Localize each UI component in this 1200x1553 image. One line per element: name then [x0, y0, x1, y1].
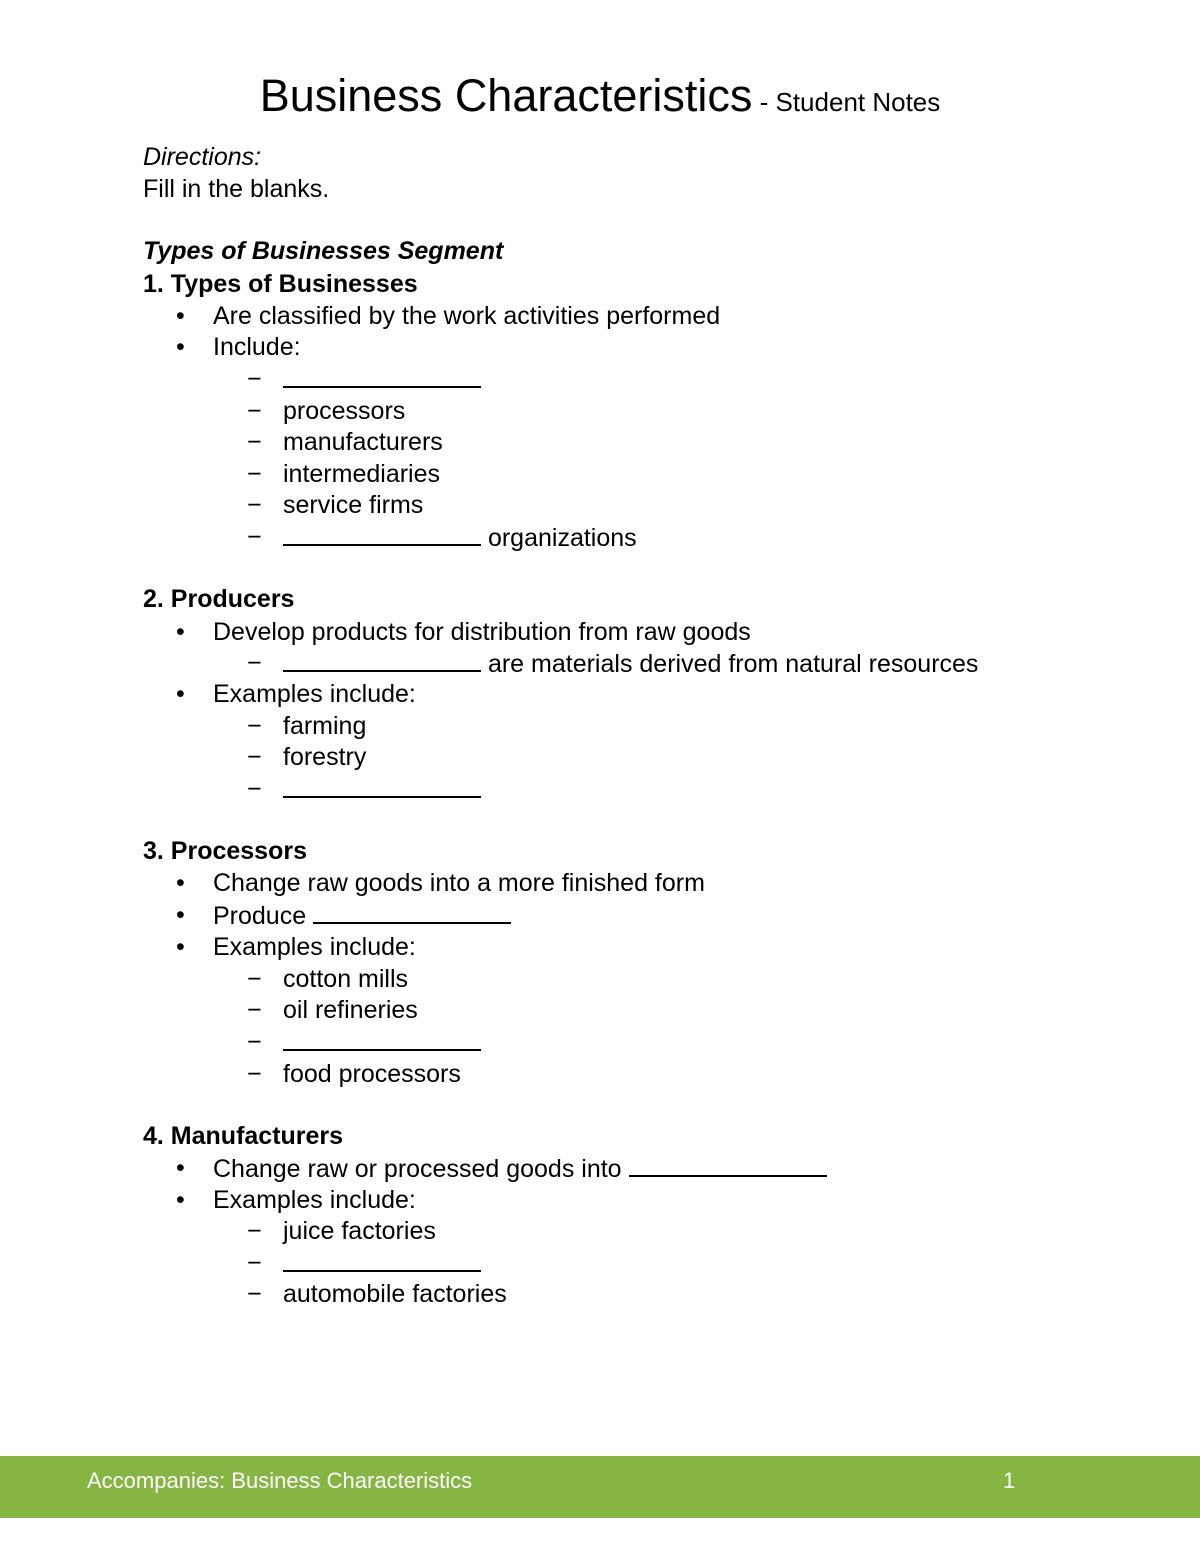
- dash-marker: −: [247, 775, 262, 803]
- bullet-marker: •: [176, 1186, 185, 1214]
- bullet-marker: •: [176, 333, 185, 361]
- dash-marker: −: [247, 965, 262, 993]
- bullet-marker: •: [176, 1154, 185, 1182]
- bullet-text: Examples include:: [213, 1186, 416, 1214]
- bullet-text: Examples include:: [213, 680, 416, 708]
- dash-text: forestry: [283, 743, 367, 771]
- dash-text: automobile factories: [283, 1280, 507, 1308]
- bullet-text: Change raw or processed goods into: [213, 1155, 629, 1183]
- dash-marker: −: [247, 743, 262, 771]
- fill-blank[interactable]: [313, 900, 511, 924]
- fill-blank[interactable]: [283, 774, 481, 798]
- title-subtitle: - Student Notes: [752, 87, 941, 117]
- dash-marker: −: [247, 523, 262, 551]
- directions-label: Directions:: [143, 143, 262, 171]
- dash-marker: −: [247, 1217, 262, 1245]
- dash-marker: −: [247, 1060, 262, 1088]
- section-heading: 4. Manufacturers: [143, 1122, 344, 1150]
- fill-blank[interactable]: [283, 1027, 481, 1051]
- dash-text: farming: [283, 712, 367, 740]
- bullet-marker: •: [176, 680, 185, 708]
- dash-text: manufacturers: [283, 428, 443, 456]
- bullet-text: Include:: [213, 333, 301, 361]
- dash-marker: −: [247, 428, 262, 456]
- bullet-marker: •: [176, 901, 185, 929]
- dash-text: food processors: [283, 1060, 461, 1088]
- footer-bar: [0, 1456, 1200, 1518]
- bullet-text: Are classified by the work activities performed: [213, 302, 721, 330]
- dash-marker: −: [247, 712, 262, 740]
- fill-blank[interactable]: [283, 364, 481, 388]
- fill-blank[interactable]: [283, 522, 481, 546]
- dash-marker: −: [247, 397, 262, 425]
- bullet-marker: •: [176, 618, 185, 646]
- dash-text: juice factories: [283, 1217, 436, 1245]
- dash-text: processors: [283, 397, 406, 425]
- bullet-text: Examples include:: [213, 933, 416, 961]
- bullet-marker: •: [176, 933, 185, 961]
- dash-marker: −: [247, 996, 262, 1024]
- dash-text: organizations: [481, 524, 637, 552]
- bullet-text: Change raw goods into a more finished form: [213, 869, 705, 897]
- fill-blank[interactable]: [283, 648, 481, 672]
- dash-marker: −: [247, 365, 262, 393]
- bullet-text: Produce: [213, 902, 314, 930]
- section-heading: 1. Types of Businesses: [143, 270, 418, 298]
- directions-text: Fill in the blanks.: [143, 175, 330, 203]
- dash-text: oil refineries: [283, 996, 418, 1024]
- dash-marker: −: [247, 1249, 262, 1277]
- segment-title: Types of Businesses Segment: [143, 237, 504, 265]
- page-number: 1: [1003, 1468, 1016, 1493]
- dash-text: are materials derived from natural resources: [481, 650, 979, 678]
- bullet-marker: •: [176, 869, 185, 897]
- dash-marker: −: [247, 460, 262, 488]
- dash-marker: −: [247, 491, 262, 519]
- section-heading: 3. Processors: [143, 837, 307, 865]
- dash-text: service firms: [283, 491, 424, 519]
- page-title: [0, 70, 1200, 122]
- title-main: Business Characteristics: [259, 70, 753, 121]
- fill-blank[interactable]: [283, 1248, 481, 1272]
- bullet-marker: •: [176, 302, 185, 330]
- footer-text: Accompanies: Business Characteristics: [87, 1468, 473, 1493]
- dash-text: cotton mills: [283, 965, 409, 993]
- fill-blank[interactable]: [629, 1153, 827, 1177]
- dash-marker: −: [247, 1280, 262, 1308]
- dash-text: intermediaries: [283, 460, 441, 488]
- section-heading: 2. Producers: [143, 585, 295, 613]
- dash-marker: −: [247, 1028, 262, 1056]
- dash-marker: −: [247, 649, 262, 677]
- bullet-text: Develop products for distribution from raw goods: [213, 618, 751, 646]
